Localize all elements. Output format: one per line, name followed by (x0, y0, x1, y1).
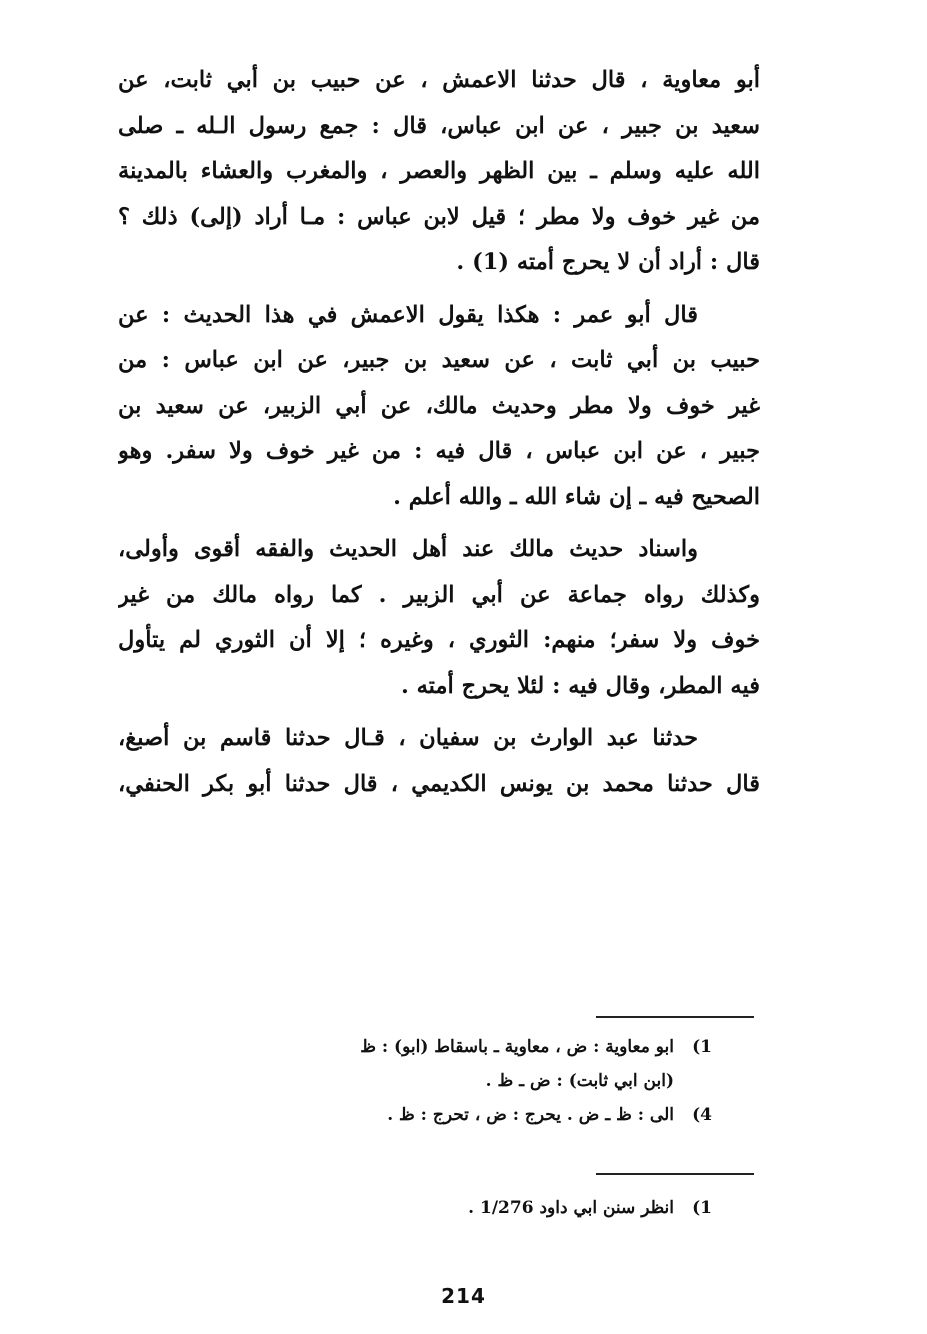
text-line: جبير ، عن ابن عباس ، قال فيه : من غير خوف ولا سفر. وهو (118, 438, 760, 464)
footnote-line: (ابن ابي ثابت) : ض ـ ظ . (485, 1071, 674, 1091)
text-line: واسناد حديث مالك عند أهل الحديث والفقه أقوى وأولى، (118, 536, 698, 562)
text-line: حبيب بن أبي ثابت ، عن سعيد بن جبير، عن ابن عباس : من (118, 347, 760, 373)
paragraph-3 (118, 527, 760, 709)
text-line: خوف ولا سفر؛ منهم: الثوري ، وغيره ؛ إلا أن الثوري لم يتأول (118, 627, 760, 653)
variant-footnotes (360, 1030, 712, 1132)
footnote-line (360, 1098, 712, 1132)
text-line: فيه المطر، وقال فيه : لئلا يحرج أمته . (400, 672, 760, 699)
text-line: أبو معاوية ، قال حدثنا الاعمش ، عن حبيب بن أبي ثابت، عن (118, 67, 760, 93)
footnote-text: الى : ظ ـ ض . يحرج : ض ، تحرج : ظ . (387, 1105, 674, 1125)
source-footnotes (468, 1191, 712, 1225)
paragraph-1 (118, 58, 760, 286)
paragraph-gap (118, 286, 760, 293)
footnote-divider (596, 1173, 754, 1175)
footnote-divider (596, 1016, 754, 1018)
text-line: حدثنا عبد الوارث بن سفيان ، قـال حدثنا قاسم بن أصبغ، (118, 725, 698, 751)
text-line: قال أبو عمر : هكذا يقول الاعمش في هذا الحديث : عن (118, 301, 698, 328)
text-line: من غير خوف ولا مطر ؛ قيل لابن عباس : مـا أراد (إلى) ذلك ؟ (118, 203, 760, 230)
footnote-text: انظر سنن ابي داود 1/276 . (468, 1198, 674, 1218)
text-line: الصحيح فيه ـ إن شاء الله ـ والله أعلم . (393, 483, 760, 510)
paragraph-gap (118, 520, 760, 527)
paragraph-gap (118, 709, 760, 716)
footnote-line (468, 1191, 712, 1225)
footnote-number: 4) (692, 1105, 712, 1125)
footnote-number: 1) (692, 1037, 712, 1057)
paragraph-2 (118, 293, 760, 521)
page-number: 214 (441, 1284, 486, 1308)
text-line: غير خوف ولا مطر وحديث مالك، عن أبي الزبير، عن سعيد بن (118, 392, 760, 419)
text-line: قال حدثنا محمد بن يونس الكديمي ، قال حدثنا أبو بكر الحنفي، (118, 770, 760, 797)
main-text (118, 58, 760, 807)
text-line: سعيد بن جبير ، عن ابن عباس، قال : جمع رسول الـله ـ صلى (118, 112, 760, 139)
footnote-text: ابو معاوية : ض ، معاوية ـ باسقاط (ابو) : ظ (360, 1037, 674, 1057)
footnote-line (360, 1030, 712, 1064)
text-line: الله عليه وسلم ـ بين الظهر والعصر ، والمغرب والعشاء بالمدينة (118, 158, 760, 184)
footnote-number: 1) (692, 1198, 712, 1218)
text-line: وكذلك رواه جماعة عن أبي الزبير . كما رواه مالك من غير (118, 581, 760, 608)
text-line: قال : أراد أن لا يحرج أمته (1) . (456, 249, 760, 275)
paragraph-4 (118, 716, 760, 807)
